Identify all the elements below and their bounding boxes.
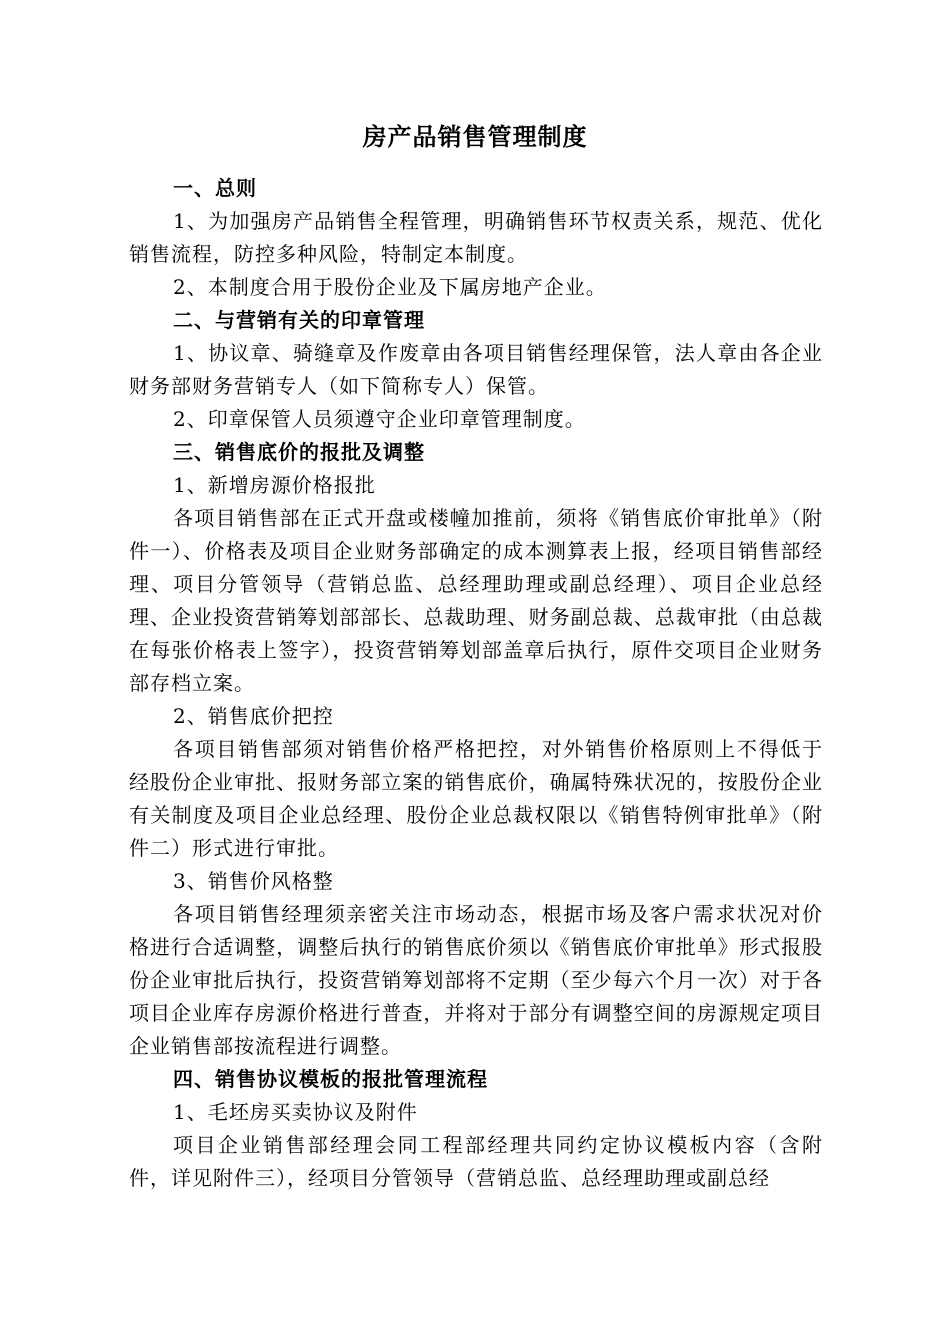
document-title: 房产品销售管理制度 xyxy=(362,122,588,151)
sub-heading: 1、毛坯房买卖协议及附件 xyxy=(173,1100,418,1124)
section-heading-base-price: 三、销售底价的报批及调整 xyxy=(173,440,425,464)
section-heading-contract-template: 四、销售协议模板的报批管理流程 xyxy=(173,1067,488,1091)
sub-heading: 2、销售底价把控 xyxy=(173,704,334,728)
paragraph: 各项目销售部在正式开盘或楼幢加推前，须将《销售底价审批单》（附件一）、价格表及项目企业财务部确定的成本测算表上报，经项目销售部经理、项目分管领导（营销总监、总经理助理或副总经理）、项目企业总经理、企业投资营销筹划部部长、总裁助理、财务副总裁、总裁审批（由总裁在每张价格表上签字），投资营销筹划部盖章后执行，原件交项目企业财务部存档立案。 xyxy=(129,506,823,695)
sub-heading: 1、新增房源价格报批 xyxy=(173,473,376,497)
sub-heading: 3、销售价风格整 xyxy=(173,869,334,893)
paragraph: 1、协议章、骑缝章及作废章由各项目销售经理保管，法人章由各企业财务部财务营销专人（如下简称专人）保管。 xyxy=(129,341,823,398)
paragraph: 各项目销售经理须亲密关注市场动态，根据市场及客户需求状况对价格进行合适调整，调整后执行的销售底价须以《销售底价审批单》形式报股份企业审批后执行，投资营销筹划部将不定期（至少每六个月一次）对于各项目企业库存房源价格进行普查，并将对于部分有调整空间的房源规定项目企业销售部按流程进行调整。 xyxy=(129,902,823,1058)
paragraph: 2、印章保管人员须遵守企业印章管理制度。 xyxy=(173,407,586,431)
document-body xyxy=(129,172,823,1195)
paragraph: 各项目销售部须对销售价格严格把控，对外销售价格原则上不得低于经股份企业审批、报财务部立案的销售底价，确属特殊状况的，按股份企业有关制度及项目企业总经理、股份企业总裁权限以《销售特例审批单》（附件二）形式进行审批。 xyxy=(129,737,823,860)
section-heading-general: 一、总则 xyxy=(173,176,257,200)
paragraph: 1、为加强房产品销售全程管理，明确销售环节权责关系，规范、优化销售流程，防控多种风险，特制定本制度。 xyxy=(129,209,823,266)
section-heading-seal-management: 二、与营销有关的印章管理 xyxy=(173,308,425,332)
paragraph: 项目企业销售部经理会同工程部经理共同约定协议模板内容（含附件，详见附件三），经项目分管领导（营销总监、总经理助理或副总经 xyxy=(129,1133,823,1190)
paragraph: 2、本制度合用于股份企业及下属房地产企业。 xyxy=(173,275,607,299)
